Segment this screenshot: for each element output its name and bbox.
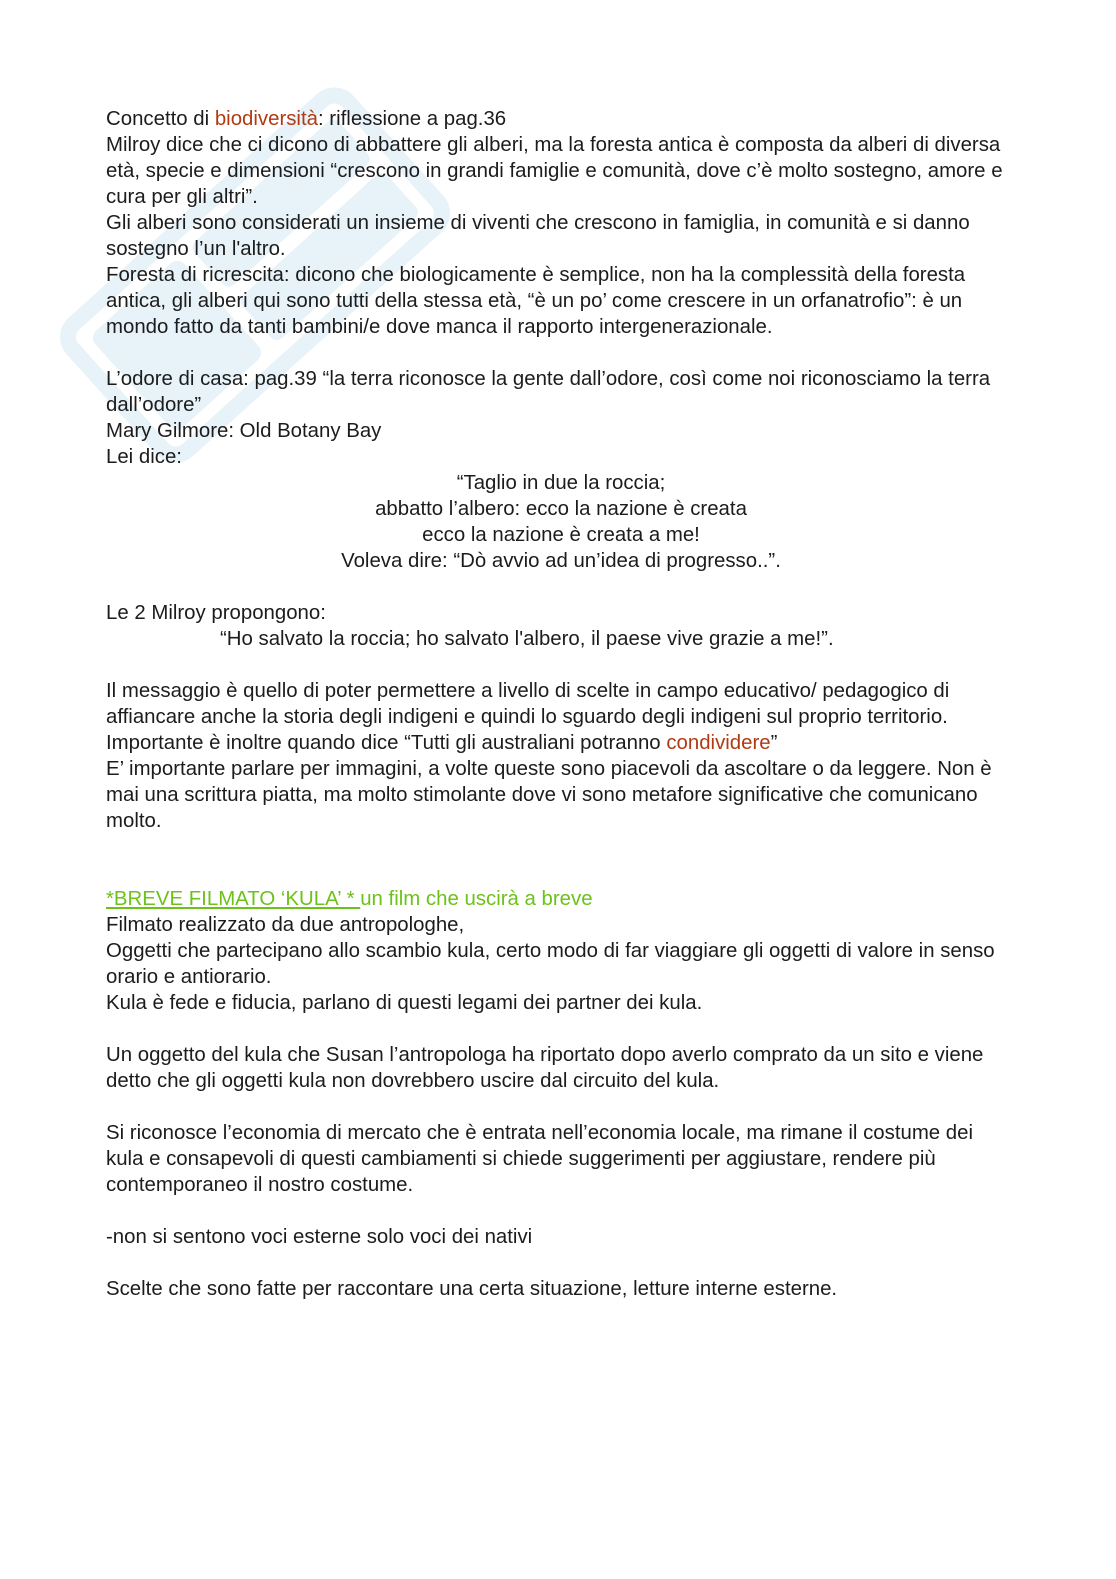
kula-film-heading: *BREVE FILMATO ‘KULA’ * un film che uscirà a breve <box>106 888 593 910</box>
smell-of-home-paragraph: L’odore di casa: pag.39 “la terra riconosce la gente dall’odore, così come noi riconosciamo la terra dall’odore” <box>106 368 996 416</box>
trees-community-paragraph: Gli alberi sono considerati un insieme di viventi che crescono in famiglia, in comunità e si danno sostegno l’un l'altro. <box>106 212 976 260</box>
native-voices-line: -non si sentono voci esterne solo voci dei nativi <box>106 1226 533 1248</box>
she-says-line: Lei dice: <box>106 446 182 468</box>
milroy-trees-paragraph: Milroy dice che ci dicono di abbattere gli alberi, ma la foresta antica è composta da alberi di diversa età, specie e dimensioni “crescono in grandi famiglie e comunità, dove c’è molto sostegno, amore e cura per gli altri”. <box>106 134 1009 208</box>
poem-line: ecco la nazione è creata a me! <box>422 524 700 546</box>
poem-line: Voleva dire: “Dò avvio ad un’idea di progresso..”. <box>341 550 781 572</box>
biodiversity-heading-line: Concetto di biodiversità: riflessione a pag.36 <box>106 108 507 130</box>
message-paragraph: Il messaggio è quello di poter permettere a livello di scelte in campo educativo/ pedagogico di affiancare anche la storia degli indigeni e quindi lo sguardo degli indigeni sul proprio territorio. <box>106 680 955 728</box>
market-economy-paragraph: Si riconosce l’economia di mercato che è entrata nell’economia locale, ma rimane il costume dei kula e consapevoli di questi cambiamenti si chiede suggerimenti per aggiustare, rendere più contemporaneo il nostro costume. <box>106 1122 979 1196</box>
document-page <box>106 106 1016 1302</box>
share-line: Importante è inoltre quando dice “Tutti gli australiani potranno condividere” <box>106 732 778 754</box>
choices-line: Scelte che sono fatte per raccontare una certa situazione, letture interne esterne. <box>106 1278 838 1300</box>
regrowth-forest-paragraph: Foresta di ricrescita: dicono che biologicamente è semplice, non ha la complessità della foresta antica, gli alberi qui sono tutti della stessa età, “è un po’ come crescere in un orfanatrofio”: è un mondo fatto da tanti bambini/e dove manca il rapporto intergenerazionale. <box>106 264 971 338</box>
images-paragraph: E’ importante parlare per immagini, a volte queste sono piacevoli da ascoltare o da leggere. Non è mai una scrittura piatta, ma molto stimolante dove vi sono metafore significative che comunicano molto. <box>106 758 998 832</box>
biodiversity-keyword: biodiversità <box>214 108 318 130</box>
milroy-propose-line: Le 2 Milroy propongono: <box>106 602 326 624</box>
poem-line: abbatto l’albero: ecco la nazione è creata <box>375 498 747 520</box>
kula-faith-line: Kula è fede e fiducia, parlano di questi legami dei partner dei kula. <box>106 992 703 1014</box>
kula-film-title: *BREVE FILMATO ‘KULA’ * <box>106 888 361 910</box>
milroy-quote: “Ho salvato la roccia; ho salvato l'albero, il paese vive grazie a me!”. <box>220 628 834 650</box>
susan-object-paragraph: Un oggetto del kula che Susan l’antropologa ha riportato dopo averlo comprato da un sito e viene detto che gli oggetti kula non dovrebbero uscire dal circuito del kula. <box>106 1044 990 1092</box>
film-authors-line: Filmato realizzato da due antropologhe, <box>106 914 465 936</box>
kula-objects-paragraph: Oggetti che partecipano allo scambio kula, certo modo di far viaggiare gli oggetti di valore in senso orario e antiorario. <box>106 940 1001 988</box>
share-keyword: condividere <box>666 732 771 754</box>
poem-line: “Taglio in due la roccia; <box>456 472 666 494</box>
mary-gilmore-line: Mary Gilmore: Old Botany Bay <box>106 420 382 442</box>
